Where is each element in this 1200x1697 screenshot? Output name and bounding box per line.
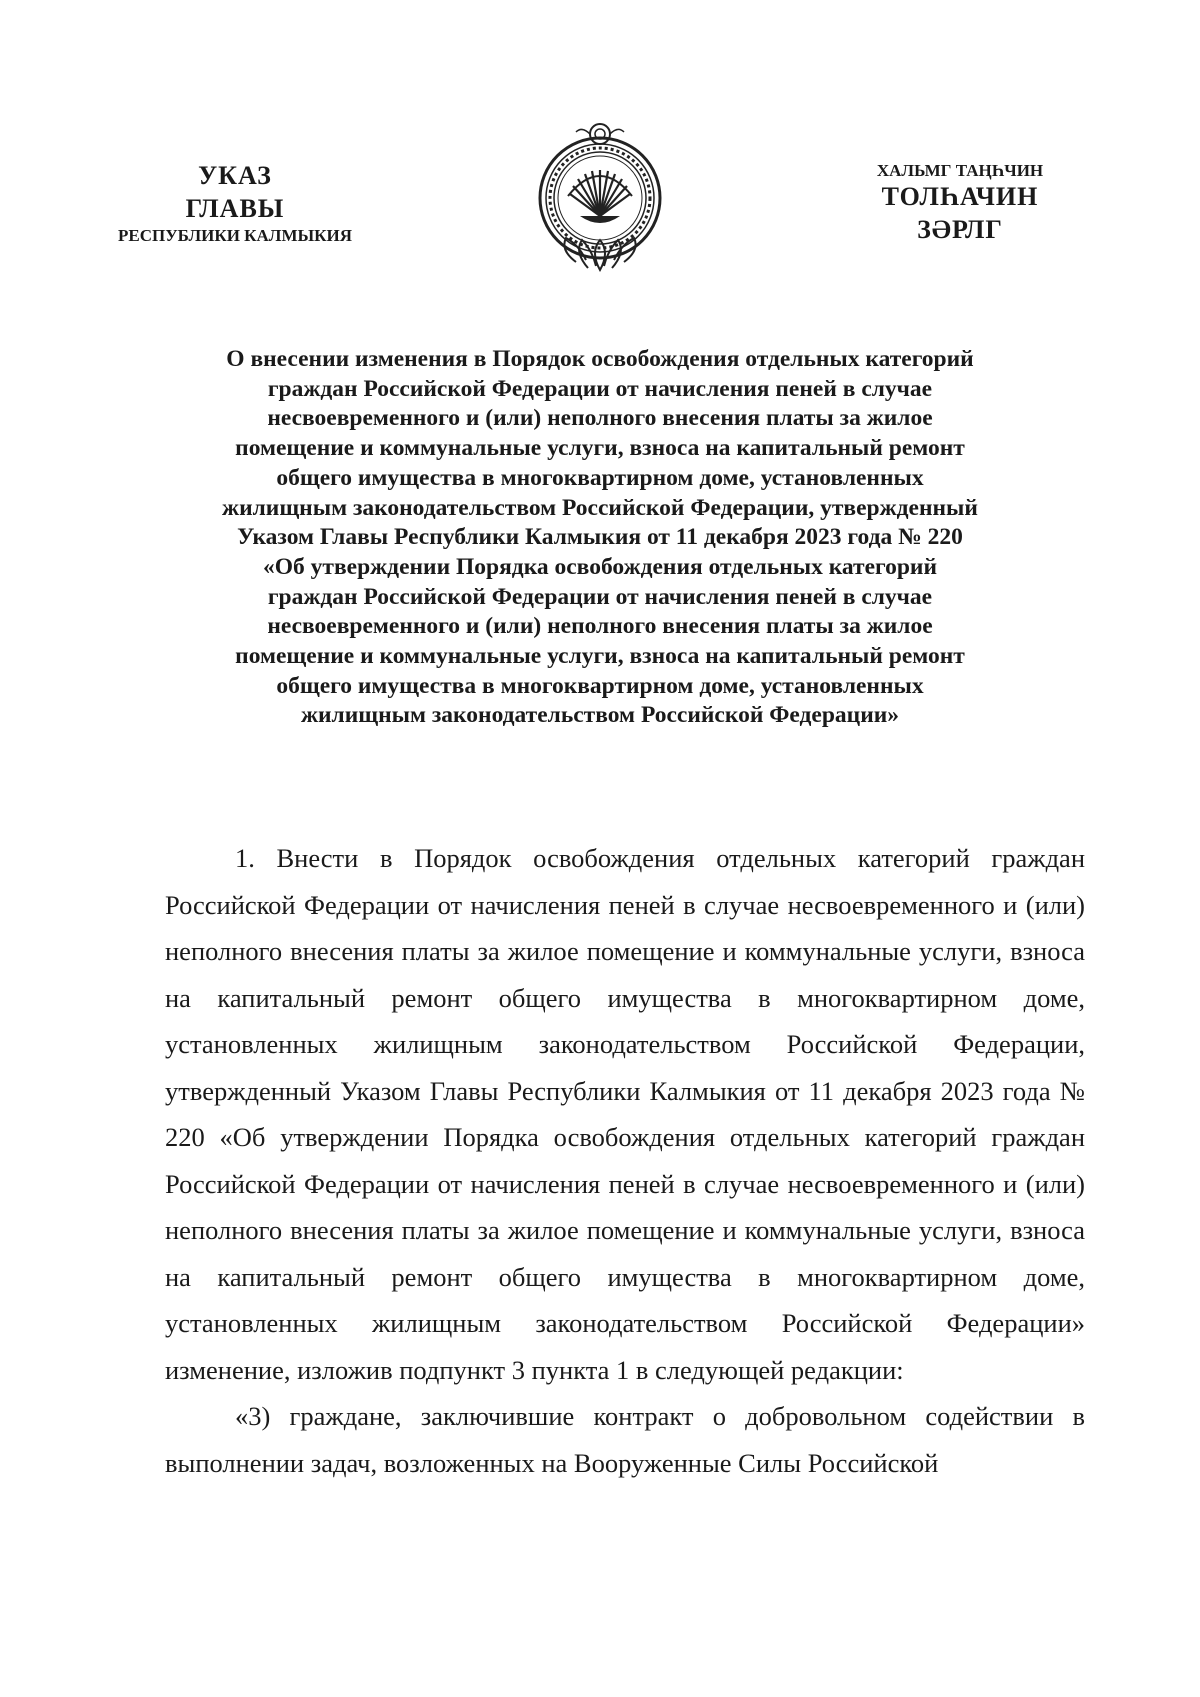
- document-body: [165, 835, 1085, 1486]
- title-line: общего имущества в многоквартирном доме, установленных: [276, 464, 924, 491]
- title-line: несвоевременного и (или) неполного внесения платы за жилое: [267, 613, 933, 640]
- header-left-line2: ГЛАВЫ: [185, 193, 285, 223]
- title-line: помещение и коммунальные услуги, взноса на капитальный ремонт: [235, 643, 965, 670]
- title-line: несвоевременного и (или) неполного внесения платы за жилое: [267, 405, 933, 432]
- body-paragraph: 1. Внести в Порядок освобождения отдельных категорий граждан Российской Федерации от начисления пеней в случае несвоевременного и (или) неполного внесения платы за жилое помещение и коммунальные услуги, взноса на капитальный ремонт общего имущества в многоквартирном доме, установленных жилищным законодательством Российской Федерации, утвержденный Указом Главы Республики Калмыкия от 11 декабря 2023 года № 220 «Об утверждении Порядка освобождения отдельных категорий граждан Российской Федерации от начисления пеней в случае несвоевременного и (или) неполного внесения платы за жилое помещение и коммунальные услуги, взноса на капитальный ремонт общего имущества в многоквартирном доме, установленных жилищным законодательством Российской Федерации» изменение, изложив подпункт 3 пункта 1 в следующей редакции:: [165, 843, 1085, 1385]
- header-left: [85, 160, 385, 246]
- title-line: Указом Главы Республики Калмыкия от 11 декабря 2023 года № 220: [237, 524, 963, 551]
- header-right: [820, 160, 1100, 246]
- title-line: граждан Российской Федерации от начисления пеней в случае: [267, 375, 933, 402]
- header-left-line3: РЕСПУБЛИКИ КАЛМЫКИЯ: [117, 226, 353, 245]
- header-left-line1: УКАЗ: [198, 161, 272, 190]
- title-line: граждан Российской Федерации от начисления пеней в случае: [267, 583, 933, 610]
- header-right-line1: ХАЛЬМГ ТАҢҺЧИН: [876, 161, 1044, 180]
- title-line: жилищным законодательством Российской Федерации»: [300, 702, 900, 729]
- title-line: общего имущества в многоквартирном доме, установленных: [276, 672, 924, 699]
- body-paragraph: «3) граждане, заключившие контракт о добровольном содействии в выполнении задач, возложенных на Вооруженные Силы Российской: [165, 1401, 1085, 1478]
- document-title: [150, 345, 1050, 731]
- header-right-line3: ЗӘРЛГ: [917, 214, 1003, 244]
- coat-of-arms-icon: [530, 120, 670, 280]
- title-line: О внесении изменения в Порядок освобождения отдельных категорий: [226, 346, 974, 372]
- title-line: «Об утверждении Порядка освобождения отдельных категорий: [263, 553, 937, 580]
- title-line: жилищным законодательством Российской Федерации, утвержденный: [222, 494, 978, 521]
- title-line: помещение и коммунальные услуги, взноса на капитальный ремонт: [235, 435, 965, 462]
- header-right-line2: ТОЛҺАЧИН: [881, 182, 1039, 212]
